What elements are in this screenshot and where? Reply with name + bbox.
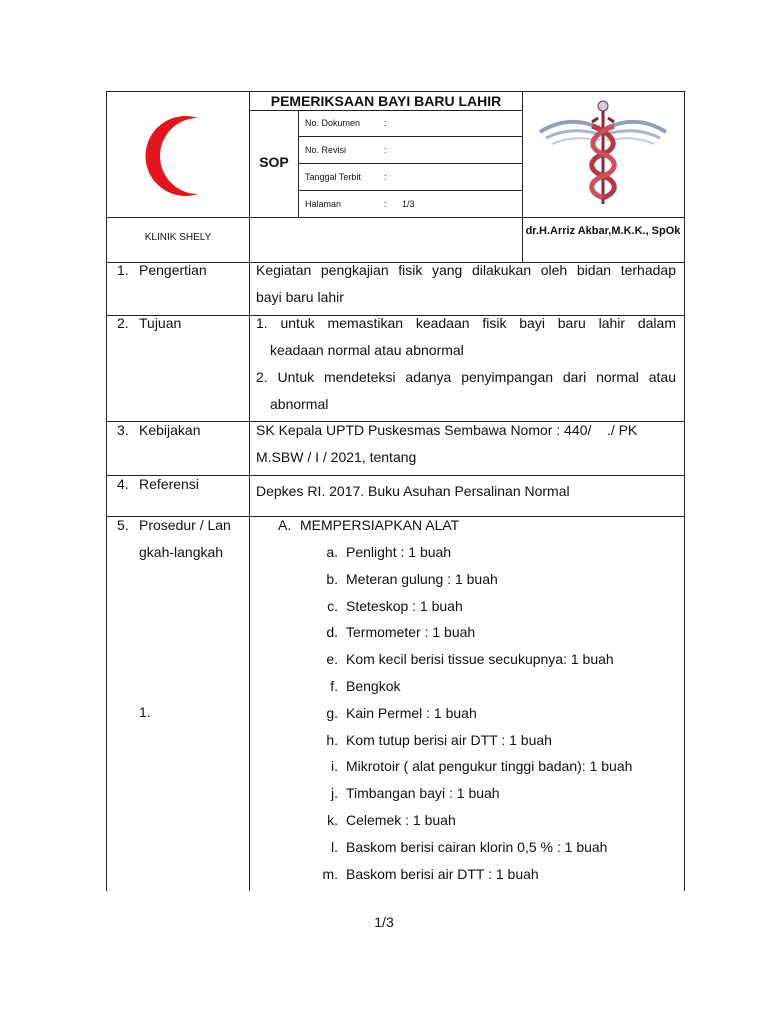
meta-colon: : bbox=[384, 145, 387, 155]
header-right-divider bbox=[522, 91, 523, 263]
referensi-line: Depkes RI. 2017. Buku Asuhan Persalinan Normal bbox=[256, 483, 570, 499]
list-item-letter: c. bbox=[327, 598, 338, 614]
crescent-icon bbox=[146, 116, 198, 196]
list-item-letter: k. bbox=[327, 812, 338, 828]
section-label-kebijakan: Kebijakan bbox=[139, 422, 201, 438]
list-item-letter: i. bbox=[331, 758, 338, 774]
step-number: 1. bbox=[139, 704, 151, 720]
meta-row-line-3 bbox=[298, 190, 523, 191]
meta-value-halaman: 1/3 bbox=[402, 199, 415, 209]
list-item-letter: m. bbox=[322, 866, 338, 882]
column-divider bbox=[249, 91, 250, 891]
list-item-letter: b. bbox=[326, 571, 338, 587]
meta-colon: : bbox=[384, 172, 387, 182]
meta-label-revisi: No. Revisi bbox=[305, 145, 347, 155]
section-number: 4. bbox=[117, 476, 129, 492]
border-left bbox=[106, 91, 107, 891]
meta-label-tanggal: Tanggal Terbit bbox=[305, 172, 361, 182]
border-right bbox=[684, 91, 685, 891]
document-title: PEMERIKSAAN BAYI BARU LAHIR bbox=[270, 93, 502, 109]
list-item-letter: d. bbox=[326, 624, 338, 640]
caduceus-logo bbox=[532, 98, 674, 210]
tujuan-line: 2. Untuk mendeteksi adanya penyimpangan dari normal atau bbox=[256, 369, 676, 385]
section-number: 3. bbox=[117, 422, 129, 438]
section-number: 5. bbox=[117, 517, 129, 533]
pengertian-line: bayi baru lahir bbox=[256, 289, 344, 305]
meta-label-halaman: Halaman bbox=[305, 199, 342, 209]
meta-colon: : bbox=[384, 199, 387, 209]
list-item-letter: g. bbox=[326, 705, 338, 721]
section-label-pengertian: Pengertian bbox=[139, 262, 207, 278]
heading-letter: A. bbox=[278, 517, 292, 533]
pengertian-line: Kegiatan pengkajian fisik yang dilakukan oleh bidan terhadap bbox=[256, 262, 676, 278]
caduceus-icon bbox=[540, 101, 666, 204]
list-item: Bengkok bbox=[346, 678, 401, 694]
list-item-letter: l. bbox=[331, 839, 338, 855]
list-item: Kom kecil berisi tissue secukupnya: 1 buah bbox=[346, 651, 614, 667]
section-label-prosedur: gkah-langkah bbox=[139, 544, 224, 560]
list-item-letter: j. bbox=[331, 785, 338, 801]
list-item: Mikrotoir ( alat pengukur tinggi badan): 1 buah bbox=[346, 758, 633, 774]
list-item: Baskom berisi cairan klorin 0,5 % : 1 buah bbox=[346, 839, 608, 855]
list-item: Meteran gulung : 1 buah bbox=[346, 571, 498, 587]
sop-label: SOP bbox=[259, 154, 289, 170]
tujuan-line: keadaan normal atau abnormal bbox=[270, 342, 464, 358]
list-item: Baskom berisi air DTT : 1 buah bbox=[346, 866, 539, 882]
procedure-heading: MEMPERSIAPKAN ALAT bbox=[300, 517, 460, 533]
tujuan-line: abnormal bbox=[270, 396, 329, 412]
red-crescent-logo bbox=[128, 108, 220, 204]
list-item-letter: h. bbox=[326, 732, 338, 748]
clinic-name: KLINIK SHELY bbox=[144, 232, 212, 243]
list-item: Penlight : 1 buah bbox=[346, 544, 452, 560]
meta-label-dokumen: No. Dokumen bbox=[305, 118, 361, 128]
meta-row-line-2 bbox=[298, 163, 523, 164]
tujuan-line: 1. untuk memastikan keadaan fisik bayi baru lahir dalam bbox=[256, 315, 676, 331]
page-number: 1/3 bbox=[374, 914, 394, 930]
list-item-letter: a. bbox=[326, 544, 338, 560]
list-item: Celemek : 1 buah bbox=[346, 812, 456, 828]
section-label-referensi: Referensi bbox=[139, 476, 199, 492]
list-item: Steteskop : 1 buah bbox=[346, 598, 463, 614]
section-label-tujuan: Tujuan bbox=[139, 315, 182, 331]
section-number: 1. bbox=[117, 262, 129, 278]
section-number: 2. bbox=[117, 315, 129, 331]
section-label-prosedur: Prosedur / Lan bbox=[139, 517, 231, 533]
list-item: Kain Permel : 1 buah bbox=[346, 705, 477, 721]
doctor-name: dr.H.Arriz Akbar,M.K.K., SpOk bbox=[525, 225, 681, 237]
list-item: Kom tutup berisi air DTT : 1 buah bbox=[346, 732, 552, 748]
header-bottom bbox=[106, 217, 685, 218]
meta-row-line-1 bbox=[298, 136, 523, 137]
kebijakan-line: SK Kepala UPTD Puskesmas Sembawa Nomor : 440/ ./ PK bbox=[256, 422, 638, 438]
list-item: Termometer : 1 buah bbox=[346, 624, 476, 640]
title-underline bbox=[249, 110, 523, 111]
kebijakan-line: M.SBW / I / 2021, tentang bbox=[256, 449, 417, 465]
list-item-letter: f. bbox=[330, 678, 338, 694]
list-item: Timbangan bayi : 1 buah bbox=[346, 785, 500, 801]
list-item-letter: e. bbox=[326, 651, 338, 667]
meta-colon: : bbox=[384, 118, 387, 128]
